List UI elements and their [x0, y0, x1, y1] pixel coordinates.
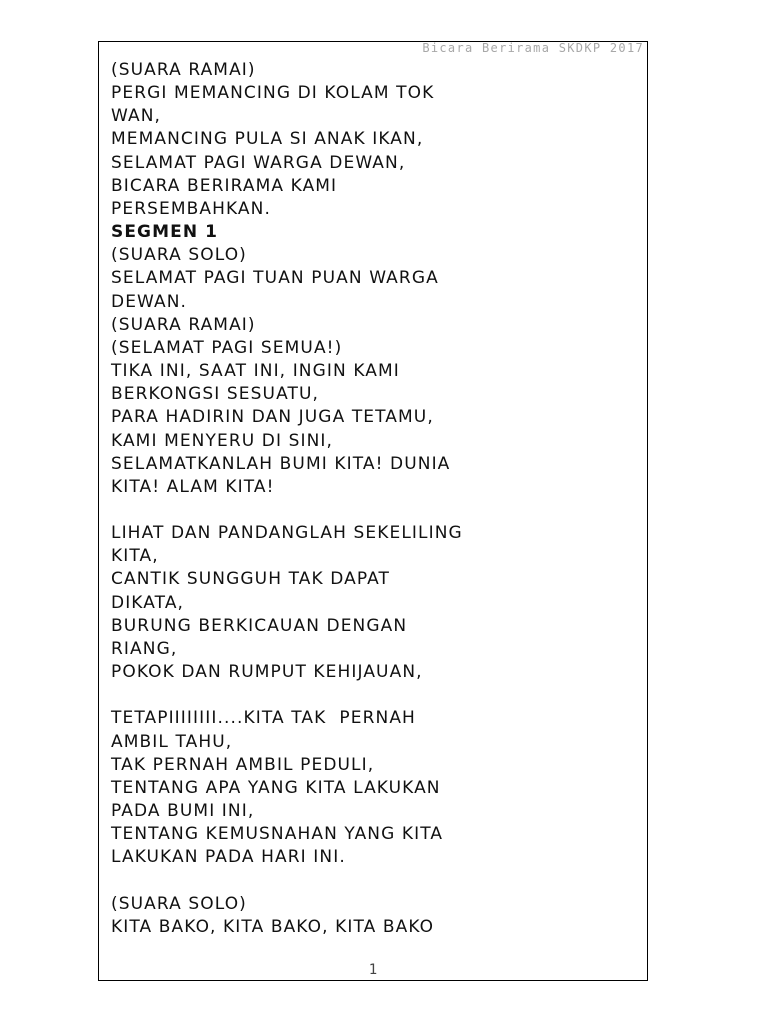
script-line: DIKATA, [111, 592, 185, 613]
script-line: TAK PERNAH AMBIL PEDULI, [111, 754, 375, 775]
script-line: RIANG, [111, 638, 178, 659]
script-line: LIHAT DAN PANDANGLAH SEKELILING [111, 523, 463, 544]
script-line: (SUARA SOLO) [111, 893, 247, 914]
script-line: SELAMATKANLAH BUMI KITA! DUNIA [111, 453, 451, 474]
script-line: POKOK DAN RUMPUT KEHIJAUAN, [111, 662, 423, 683]
segment-heading: SEGMEN 1 [111, 222, 219, 243]
script-line: BURUNG BERKICAUAN DENGAN [111, 615, 408, 636]
script-line: AMBIL TAHU, [111, 731, 233, 752]
script-line: MEMANCING PULA SI ANAK IKAN, [111, 129, 424, 150]
script-line: (SUARA SOLO) [111, 245, 247, 266]
script-line: DEWAN. [111, 291, 188, 312]
script-line: PARA HADIRIN DAN JUGA TETAMU, [111, 407, 434, 428]
script-line: SELAMAT PAGI WARGA DEWAN, [111, 152, 406, 173]
blank-line [111, 499, 641, 522]
script-line: KITA BAKO, KITA BAKO, KITA BAKO [111, 916, 435, 937]
script-line: BERKONGSI SESUATU, [111, 384, 320, 405]
script-line: KITA! ALAM KITA! [111, 476, 275, 497]
script-line: TIKA INI, SAAT INI, INGIN KAMI [111, 361, 400, 382]
script-line: KITA, [111, 546, 159, 567]
script-line: PERGI MEMANCING DI KOLAM TOK [111, 83, 435, 104]
script-body [111, 59, 641, 939]
script-line: PERSEMBAHKAN. [111, 198, 271, 219]
script-line: BICARA BERIRAMA KAMI [111, 175, 338, 196]
script-line: CANTIK SUNGGUH TAK DAPAT [111, 569, 391, 590]
script-line: LAKUKAN PADA HARI INI. [111, 847, 346, 868]
script-line: (SELAMAT PAGI SEMUA!) [111, 337, 343, 358]
page-number: 1 [368, 962, 378, 978]
blank-line [111, 684, 641, 707]
script-line: WAN, [111, 106, 162, 127]
script-line: TENTANG APA YANG KITA LAKUKAN [111, 777, 441, 798]
blank-line [111, 869, 641, 892]
script-line: TENTANG KEMUSNAHAN YANG KITA [111, 824, 444, 845]
script-line: PADA BUMI INI, [111, 800, 255, 821]
script-line: KAMI MENYERU DI SINI, [111, 430, 334, 451]
script-line: TETAPIIIIIIII....KITA TAK PERNAH [111, 708, 416, 729]
page-header: Bicara Berirama SKDKP 2017 [422, 41, 644, 55]
script-line: SELAMAT PAGI TUAN PUAN WARGA [111, 268, 439, 289]
script-line: (SUARA RAMAI) [111, 60, 256, 80]
script-line: (SUARA RAMAI) [111, 314, 256, 335]
